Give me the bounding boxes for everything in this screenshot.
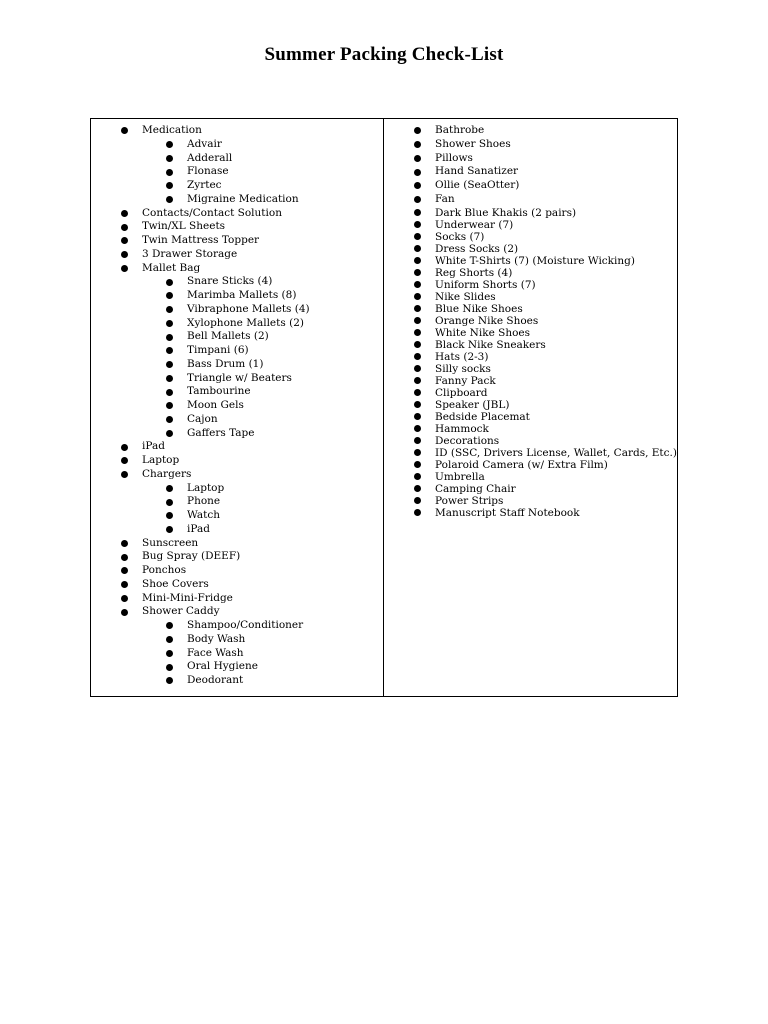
bullet-icon [166, 636, 173, 643]
bullet-icon [166, 196, 173, 203]
item-label: Moon Gels [187, 399, 244, 411]
bullet-icon [121, 210, 128, 217]
checklist-item [384, 507, 677, 519]
checklist-item [384, 495, 677, 507]
checklist-item [384, 459, 677, 471]
item-label: Pillows [435, 151, 473, 164]
checklist-subitem [91, 523, 383, 537]
checklist-item [91, 220, 383, 234]
item-label: Hammock [435, 422, 489, 435]
checklist-item [91, 248, 383, 262]
item-label: Bathrobe [435, 124, 485, 136]
bullet-icon [121, 540, 128, 547]
checklist-item [384, 193, 677, 207]
bullet-icon [166, 402, 173, 409]
item-label: White T-Shirts (7) (Moisture Wicking) [435, 254, 635, 267]
checklist-item [384, 219, 677, 231]
checklist-subitem [91, 509, 383, 523]
checklist-item [384, 411, 677, 423]
bullet-icon [121, 251, 128, 258]
bullet-icon [121, 609, 128, 616]
bullet-icon [414, 461, 421, 468]
item-label: ID (SSC, Drivers License, Wallet, Cards, Etc.) [435, 446, 677, 459]
checklist-item [384, 231, 677, 243]
checklist-item [91, 592, 383, 606]
item-label: Advair [187, 137, 222, 150]
checklist-subitem [91, 152, 383, 166]
checklist-subitem [91, 660, 383, 674]
bullet-icon [166, 347, 173, 354]
checklist-item [91, 578, 383, 592]
bullet-icon [166, 361, 173, 368]
checklist-subitem [91, 647, 383, 661]
item-label: iPad [142, 440, 165, 453]
checklist-item [384, 363, 677, 375]
item-label: Snare Sticks (4) [187, 275, 273, 288]
bullet-icon [121, 471, 128, 478]
item-label: Blue Nike Shoes [435, 302, 523, 315]
item-label: Gaffers Tape [187, 426, 255, 439]
checklist-item [384, 255, 677, 267]
item-label: Adderall [187, 151, 233, 164]
bullet-icon [166, 169, 173, 176]
checklist-subitem [91, 289, 383, 303]
checklist-item [384, 399, 677, 411]
bullet-icon [166, 155, 173, 162]
item-label: Marimba Mallets (8) [187, 289, 297, 301]
bullet-icon [414, 209, 421, 216]
checklist-item [384, 447, 677, 459]
bullet-icon [166, 334, 173, 341]
item-label: Dress Socks (2) [435, 242, 519, 255]
bullet-icon [414, 169, 421, 176]
bullet-icon [414, 127, 421, 134]
bullet-icon [166, 499, 173, 506]
item-label: Tambourine [187, 385, 251, 398]
bullet-icon [121, 127, 128, 134]
item-label: Decorations [435, 434, 500, 447]
checklist-item [384, 327, 677, 339]
checklist-item [384, 483, 677, 495]
bullet-icon [166, 485, 173, 492]
checklist-item [384, 375, 677, 387]
bullet-icon [414, 155, 421, 162]
bullet-icon [121, 457, 128, 464]
bullet-icon [414, 141, 421, 148]
item-label: Twin/XL Sheets [142, 220, 226, 233]
item-label: Camping Chair [435, 482, 516, 495]
item-label: Ponchos [142, 564, 187, 576]
left-checklist [91, 124, 383, 688]
item-label: Bedside Placemat [435, 410, 530, 423]
bullet-icon [166, 512, 173, 519]
bullet-icon [166, 526, 173, 533]
checklist-subitem [91, 619, 383, 633]
item-label: Flonase [187, 165, 229, 178]
bullet-icon [414, 449, 421, 456]
checklist-item [384, 423, 677, 435]
checklist-item [91, 440, 383, 454]
bullet-icon [414, 377, 421, 384]
bullet-icon [121, 581, 128, 588]
checklist-item [91, 564, 383, 578]
checklist-subitem [91, 193, 383, 207]
bullet-icon [414, 401, 421, 408]
item-label: Fanny Pack [435, 374, 496, 387]
checklist-subitem [91, 633, 383, 647]
item-label: White Nike Shoes [435, 326, 531, 339]
bullet-icon [414, 233, 421, 240]
page-title: Summer Packing Check-List [264, 44, 504, 65]
checklist-item [384, 351, 677, 363]
item-label: Hats (2-3) [435, 350, 489, 363]
bullet-icon [121, 595, 128, 602]
bullet-icon [414, 305, 421, 312]
bullet-icon [414, 257, 421, 264]
item-label: Mini-Mini-Fridge [142, 591, 233, 604]
bullet-icon [414, 182, 421, 189]
item-label: Bass Drum (1) [187, 357, 264, 370]
item-label: Socks (7) [435, 230, 485, 243]
right-column [384, 119, 677, 696]
checklist-item [384, 267, 677, 279]
bullet-icon [414, 353, 421, 360]
checklist-subitem [91, 372, 383, 386]
bullet-icon [166, 306, 173, 313]
checklist-subitem [91, 165, 383, 179]
checklist-item [384, 243, 677, 255]
item-label: Contacts/Contact Solution [142, 206, 282, 219]
item-label: Reg Shorts (4) [435, 266, 513, 279]
checklist-subitem [91, 330, 383, 344]
checklist-item [91, 124, 383, 138]
bullet-icon [166, 622, 173, 629]
bullet-icon [121, 224, 128, 231]
checklist-item [91, 468, 383, 482]
item-label: Medication [142, 124, 202, 136]
checklist-item [384, 315, 677, 327]
bullet-icon [121, 554, 128, 561]
checklist-item [384, 471, 677, 483]
checklist-item [384, 138, 677, 152]
bullet-icon [414, 329, 421, 336]
bullet-icon [166, 430, 173, 437]
left-column [91, 119, 384, 696]
item-label: Umbrella [435, 470, 485, 483]
checklist-item [384, 291, 677, 303]
checklist-subitem [91, 482, 383, 496]
checklist-item [384, 152, 677, 166]
checklist-subitem [91, 179, 383, 193]
bullet-icon [166, 650, 173, 657]
right-checklist [384, 124, 677, 519]
bullet-icon [414, 389, 421, 396]
checklist-subitem [91, 303, 383, 317]
item-label: Chargers [142, 467, 192, 480]
bullet-icon [414, 245, 421, 252]
item-label: Orange Nike Shoes [435, 314, 539, 327]
item-label: Fan [435, 192, 455, 205]
checklist-subitem [91, 413, 383, 427]
item-label: Xylophone Mallets (2) [187, 316, 304, 329]
item-label: Nike Slides [435, 290, 496, 303]
item-label: Shower Shoes [435, 137, 511, 150]
item-label: Migraine Medication [187, 192, 299, 205]
checklist-item [384, 339, 677, 351]
checklist-item [91, 262, 383, 276]
item-label: Uniform Shorts (7) [435, 278, 536, 291]
checklist-item [384, 124, 677, 138]
item-label: Oral Hygiene [187, 660, 258, 673]
item-label: Sunscreen [142, 536, 199, 549]
bullet-icon [166, 677, 173, 684]
item-label: Face Wash [187, 646, 244, 659]
item-label: Polaroid Camera (w/ Extra Film) [435, 458, 608, 471]
checklist-subitem [91, 358, 383, 372]
item-label: Ollie (SeaOtter) [435, 179, 520, 191]
checklist-item [384, 303, 677, 315]
bullet-icon [414, 269, 421, 276]
checklist-subitem [91, 427, 383, 441]
item-label: Black Nike Sneakers [435, 338, 546, 351]
bullet-icon [121, 237, 128, 244]
item-label: iPad [187, 522, 210, 535]
checklist-item [91, 537, 383, 551]
bullet-icon [414, 497, 421, 504]
item-label: Phone [187, 495, 221, 508]
bullet-icon [166, 141, 173, 148]
bullet-icon [414, 485, 421, 492]
bullet-icon [121, 265, 128, 272]
item-label: Timpani (6) [187, 344, 249, 356]
checklist-item [384, 165, 677, 179]
checklist-item [91, 454, 383, 468]
checklist-subitem [91, 317, 383, 331]
checklist-subitem [91, 495, 383, 509]
item-label: Underwear (7) [435, 218, 514, 231]
item-label: Manuscript Staff Notebook [435, 506, 580, 519]
bullet-icon [166, 182, 173, 189]
checklist-subitem [91, 674, 383, 688]
bullet-icon [414, 341, 421, 348]
item-label: Clipboard [435, 386, 488, 399]
checklist-subitem [91, 344, 383, 358]
item-label: Body Wash [187, 632, 246, 645]
item-label: Silly socks [435, 362, 491, 375]
item-label: Hand Sanatizer [435, 165, 519, 178]
bullet-icon [414, 293, 421, 300]
item-label: 3 Drawer Storage [142, 247, 238, 260]
checklist-item [384, 435, 677, 447]
checklist-subitem [91, 138, 383, 152]
bullet-icon [414, 221, 421, 228]
bullet-icon [414, 437, 421, 444]
bullet-icon [166, 320, 173, 327]
bullet-icon [166, 279, 173, 286]
bullet-icon [166, 375, 173, 382]
bullet-icon [414, 196, 421, 203]
bullet-icon [414, 425, 421, 432]
bullet-icon [166, 389, 173, 396]
checklist-item [384, 179, 677, 193]
item-label: Bell Mallets (2) [187, 330, 269, 343]
bullet-icon [414, 413, 421, 420]
item-label: Watch [187, 509, 221, 521]
checklist-subitem [91, 275, 383, 289]
bullet-icon [166, 416, 173, 423]
item-label: Twin Mattress Topper [142, 234, 260, 246]
item-label: Deodorant [187, 674, 244, 686]
item-label: Laptop [187, 481, 225, 494]
checklist-item [384, 387, 677, 399]
item-label: Bug Spray (DEEF) [142, 550, 241, 563]
checklist-item [91, 605, 383, 619]
item-label: Mallet Bag [142, 261, 201, 274]
checklist-subitem [91, 385, 383, 399]
item-label: Shampoo/Conditioner [187, 619, 304, 631]
checklist-item [384, 279, 677, 291]
item-label: Speaker (JBL) [435, 398, 510, 411]
item-label: Cajon [187, 412, 218, 425]
item-label: Dark Blue Khakis (2 pairs) [435, 206, 577, 219]
item-label: Laptop [142, 454, 180, 466]
bullet-icon [414, 509, 421, 516]
bullet-icon [414, 317, 421, 324]
item-label: Zyrtec [187, 179, 222, 191]
bullet-icon [414, 365, 421, 372]
bullet-icon [121, 444, 128, 451]
checklist-item [91, 207, 383, 221]
bullet-icon [414, 473, 421, 480]
bullet-icon [414, 281, 421, 288]
item-label: Shower Caddy [142, 605, 220, 618]
item-label: Power Strips [435, 494, 504, 507]
checklist-item [91, 234, 383, 248]
checklist-subitem [91, 399, 383, 413]
item-label: Triangle w/ Beaters [187, 371, 292, 384]
item-label: Shoe Covers [142, 577, 209, 590]
item-label: Vibraphone Mallets (4) [187, 302, 310, 315]
bullet-icon [166, 292, 173, 299]
checklist-item [384, 207, 677, 219]
checklist-table [90, 118, 678, 697]
bullet-icon [166, 664, 173, 671]
bullet-icon [121, 567, 128, 574]
checklist-item [91, 550, 383, 564]
